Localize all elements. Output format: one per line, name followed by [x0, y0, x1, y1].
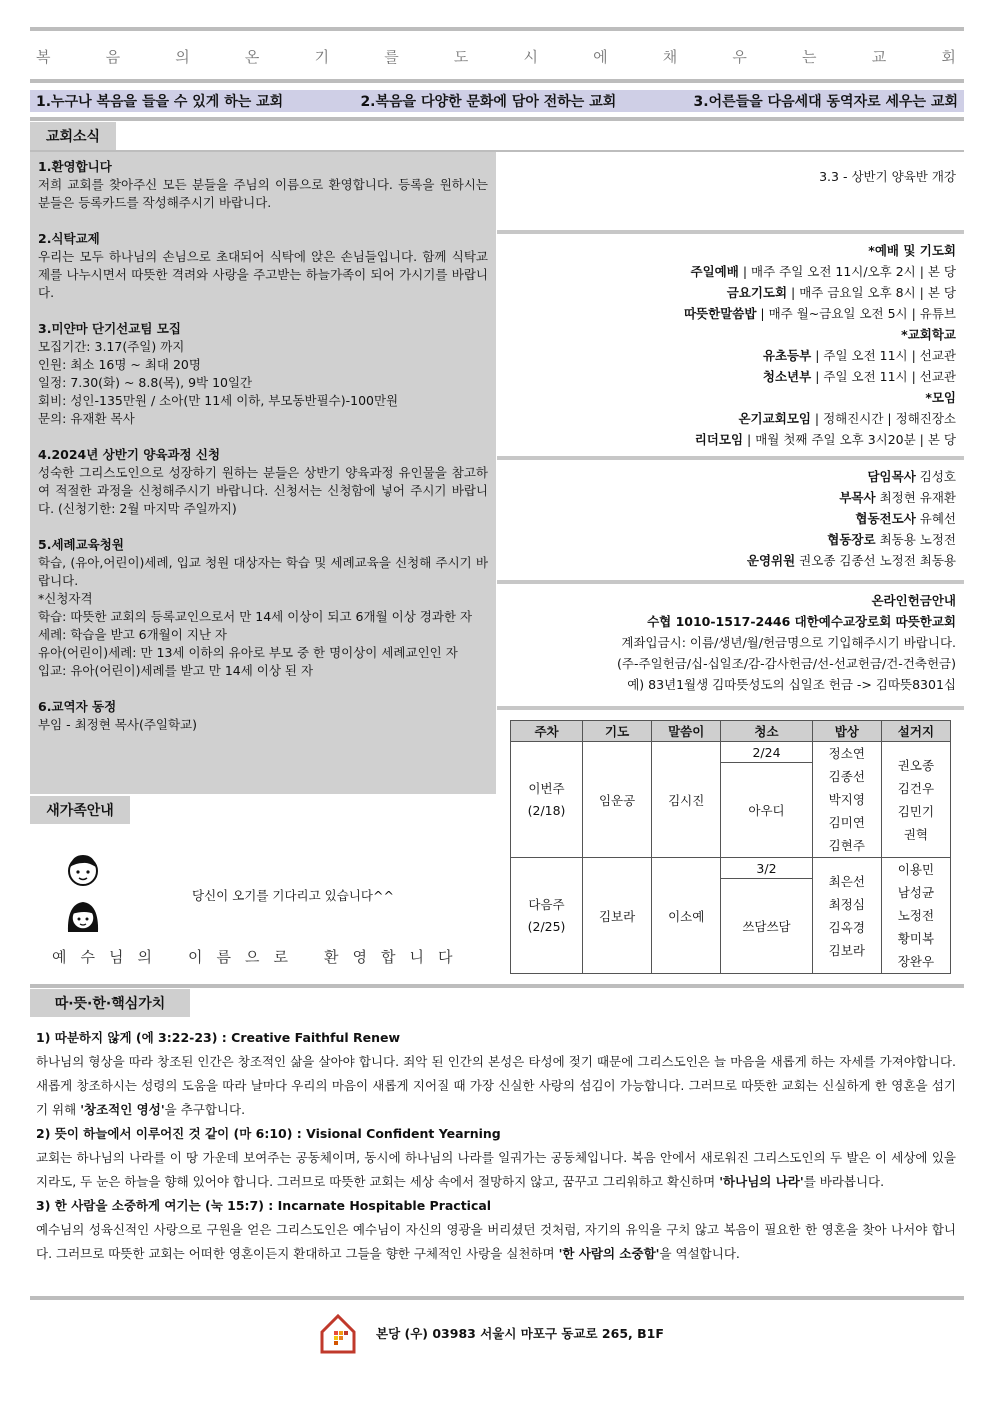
duty-dish — [881, 858, 950, 974]
motto-char: 음 — [105, 48, 121, 66]
boy-icon — [66, 852, 100, 888]
motto-char: 온 — [244, 48, 260, 66]
value-text: 교회는 하나님의 나라를 이 땅 가운데 보여주는 공동체이며, 동시에 하나님의 나라를 일궈가는 공동체입니다. 복음 안에서 새로워진 그리스도인의 두 발은 이 세상에 있을 지라도, 두 눈은 하늘을 향해 있어야 합니다. 그러므로 따뜻한 교회는 세상 속에서 절망하지 않고, 꿈꾸고 그리워하고 확신하며 — [36, 1150, 956, 1189]
news-item — [38, 698, 488, 734]
church-logo-icon — [318, 1312, 358, 1354]
staff-names: 최정현 유재환 — [875, 490, 956, 505]
staff-role: 부목사 — [839, 490, 876, 505]
vision-bar — [30, 90, 964, 112]
news-line: 인원: 최소 16명 ~ 최대 20명 — [38, 357, 201, 372]
week-date: (2/25) — [527, 918, 566, 934]
value-heading: 2) 뜻이 하늘에서 이루어진 것 같이 (마 6:10) : Visional Confident Yearning — [36, 1126, 501, 1141]
news-title: 6.교역자 동정 — [38, 699, 117, 714]
value-emphasis: '창조적인 영성' — [80, 1102, 165, 1117]
news-list — [38, 158, 488, 752]
staff-row — [497, 508, 956, 529]
meal-name: 김옥경 — [828, 919, 865, 935]
news-line: *신청자격 — [38, 591, 93, 606]
week-label: 이번주 — [528, 780, 565, 796]
vision-rule — [30, 117, 964, 121]
schedule-item — [497, 366, 956, 387]
schedule-name: 금요기도회 — [726, 285, 788, 300]
dish-name: 김민기 — [897, 803, 935, 819]
news-line: 세례: 학습을 받고 6개월이 지난 자 — [38, 627, 228, 642]
staff-row — [497, 529, 956, 550]
duty-word: 이소예 — [652, 858, 721, 974]
welcome-char: 름 — [216, 948, 231, 966]
duty-header: 설거지 — [881, 721, 950, 742]
schedule-detail: | 매주 금요일 오후 8시 | 본 당 — [787, 285, 956, 300]
welcome-char: 수 — [80, 948, 95, 966]
schedule-item — [497, 303, 956, 324]
news-line: 부임 - 최정현 목사(주일학교) — [38, 717, 198, 732]
value-emphasis: '한 사람의 소중함' — [558, 1246, 660, 1261]
meal-name: 김미연 — [828, 815, 865, 830]
motto-char: 를 — [384, 48, 399, 66]
value-tail: 을 역설합니다. — [659, 1246, 740, 1261]
schedule-item — [497, 261, 956, 282]
offering-line-3: 예) 83년1월생 김따뜻성도의 십일조 헌금 -> 김따뜻8301십 — [627, 677, 956, 692]
welcome-panel — [30, 830, 496, 970]
news-item — [38, 320, 488, 428]
motto-char: 복 — [36, 48, 51, 66]
schedule-detail: | 주일 오전 11시 | 선교관 — [811, 348, 956, 363]
offering-account: 수협 1010-1517-2446 대한예수교장로회 따뜻한교회 — [647, 614, 956, 629]
staff-names: 권오종 김종선 노정전 최동용 — [795, 553, 956, 568]
news-title: 3.미얀마 단기선교팀 모집 — [38, 321, 181, 336]
welcome-char: 영 — [352, 948, 367, 966]
duty-week — [511, 858, 583, 974]
news-item — [38, 536, 488, 680]
value-tail: 를 바라봅니다. — [803, 1174, 885, 1189]
meal-name: 김종선 — [828, 769, 865, 784]
schedule-name: 온기교회모임 — [738, 411, 811, 426]
welcome-char: 예 — [52, 948, 67, 966]
news-line: 성숙한 그리스도인으로 성장하기 원하는 분들은 상반기 양육과정 유인물을 참고하여 적절한 과정을 신청해주시기 바랍니다. 신청서는 신청함에 넣어 주시기 바랍니다. (신청기한: 2월 마지막 주일까지) — [38, 465, 488, 516]
offering-line-1: 계좌입금시: 이름/생년/월/헌금명으로 기입해주시기 바랍니다. — [621, 635, 956, 650]
meal-name: 최정심 — [828, 896, 865, 912]
staff-names: 김성호 — [915, 469, 956, 484]
staff-role: 협동전도사 — [855, 511, 916, 526]
schedule-header-text: *예배 및 기도회 — [868, 243, 956, 258]
welcome-char: 합 — [381, 948, 396, 966]
core-values — [36, 1026, 956, 1266]
schedule-header — [497, 387, 956, 408]
offering-title: 온라인헌금안내 — [871, 593, 956, 608]
schedule-detail: | 매주 월~금요일 오전 5시 | 유튜브 — [756, 306, 956, 321]
motto-char: 회 — [941, 48, 956, 66]
schedule-header-text: *모임 — [925, 390, 956, 405]
welcome-char: 로 — [273, 948, 288, 966]
duty-header: 기도 — [583, 721, 652, 742]
week-label: 다음주 — [528, 896, 565, 912]
online-offering — [497, 590, 964, 695]
schedule-name: 따뜻한말씀밥 — [683, 306, 757, 321]
duty-meal — [812, 858, 881, 974]
values-tag: 따·뜻·한·핵심가치 — [30, 989, 190, 1017]
meal-name: 최은선 — [828, 873, 865, 889]
staff-role: 운영위원 — [746, 553, 796, 568]
staff-role: 담임목사 — [867, 469, 916, 484]
duty-row — [511, 742, 951, 763]
duty-clean: 쓰담쓰담 — [721, 879, 813, 974]
welcome-char: 환 — [324, 948, 339, 966]
duty-dish — [881, 742, 950, 858]
values-rule — [30, 984, 964, 988]
news-line: 우리는 모두 하나님의 손님으로 초대되어 식탁에 앉은 손님들입니다. 함께 식탁교제를 나누시면서 따뜻한 격려와 사랑을 주고받는 하늘가족이 되어 가시기를 바랍니다. — [38, 249, 488, 300]
news-line: 회비: 성인-135만원 / 소아(만 11세 이하, 부모동반필수)-100만원 — [38, 393, 399, 408]
meal-name: 김현주 — [828, 838, 865, 853]
motto-char: 에 — [593, 48, 608, 66]
motto-char: 우 — [732, 48, 747, 66]
vision-2: 2.복음을 다양한 문화에 담아 전하는 교회 — [360, 94, 617, 110]
news-line: 문의: 유재환 목사 — [38, 411, 135, 426]
offering-line-2: (주-주일헌금/십-십일조/감-감사헌금/선-선교헌금/건-건축헌금) — [617, 656, 956, 671]
value-text: 예수님의 성육신적인 사랑으로 구원을 얻은 그리스도인은 예수님이 자신의 영광을 버리셨던 것처럼, 자기의 유익을 구치 않고 복음이 필요한 한 영혼을 찾아 나서야 합니다. 그러므로 따뜻한 교회는 어떠한 영혼이든지 환대하고 그들을 향한 구체적인 사랑을 실천하며 — [36, 1222, 956, 1261]
duty-header: 밥상 — [812, 721, 881, 742]
news-title: 4.2024년 상반기 양육과정 신청 — [38, 447, 221, 462]
footer — [318, 1312, 664, 1354]
staff-row — [497, 487, 956, 508]
schedule-name: 청소년부 — [762, 369, 812, 384]
news-line: 유아(어린이)세례: 만 13세 이하의 유아로 부모 중 한 명이상이 세례교인인 자 — [38, 645, 458, 660]
schedule-name: 리더모임 — [694, 432, 744, 447]
news-line: 학습, (유아,어린이)세례, 입교 청원 대상자는 학습 및 세례교육을 신청해 주시기 바랍니다. — [38, 555, 488, 588]
family-tag: 새가족안내 — [30, 796, 130, 824]
news-line: 학습: 따뜻한 교회의 등록교인으로서 만 14세 이상이 되고 6개월 이상 경과한 자 — [38, 609, 473, 624]
dish-name: 이용민 — [897, 862, 935, 877]
announcement-text: 3.3 - 상반기 양육반 개강 — [819, 169, 956, 184]
top-rule — [30, 27, 964, 31]
duty-clean-date: 2/24 — [721, 742, 813, 763]
meal-name: 김보라 — [828, 942, 865, 958]
schedule-header — [497, 240, 956, 261]
schedule-detail: | 정해진시간 | 정해진장소 — [810, 411, 956, 426]
motto-char: 교 — [871, 48, 887, 66]
duty-table — [510, 720, 951, 974]
news-item — [38, 446, 488, 518]
schedule-name: 주일예배 — [690, 264, 739, 279]
news-title: 1.환영합니다 — [38, 159, 112, 174]
schedule-item — [497, 408, 956, 429]
week-date: (2/18) — [527, 802, 566, 818]
value-body — [36, 1218, 956, 1266]
dish-name: 권혁 — [903, 826, 928, 842]
motto-char: 기 — [314, 48, 330, 66]
duty-meal — [812, 742, 881, 858]
duty-header: 말씀이 — [652, 721, 721, 742]
duty-clean: 아우디 — [721, 763, 813, 858]
news-line: 일정: 7.30(화) ~ 8.8(목), 9박 10일간 — [38, 375, 253, 390]
separator-2 — [497, 456, 964, 460]
separator-1 — [497, 230, 964, 234]
family-message: 당신이 오기를 기다리고 있습니다^^ — [192, 888, 394, 903]
duty-header: 청소 — [721, 721, 813, 742]
staff-row — [497, 466, 956, 487]
schedule-detail: | 매주 주일 오전 11시/오후 2시 | 본 당 — [738, 264, 956, 279]
value-heading: 3) 한 사람을 소중하게 여기는 (눅 15:7) : Incarnate Hospitable Practical — [36, 1198, 492, 1213]
worship-schedule — [497, 240, 964, 450]
footer-address: 본당 (우) 03983 서울시 마포구 동교로 265, B1F — [376, 1326, 664, 1341]
motto-char: 시 — [523, 48, 538, 66]
family-welcome — [52, 946, 467, 967]
schedule-name: 유초등부 — [762, 348, 812, 363]
duty-prayer: 임운공 — [583, 742, 652, 858]
welcome-char: 니 — [409, 948, 424, 966]
welcome-char: 의 — [137, 948, 152, 966]
schedule-item — [497, 282, 956, 303]
duty-header: 주차 — [511, 721, 583, 742]
dish-name: 노정전 — [897, 908, 935, 923]
schedule-detail: | 주일 오전 11시 | 선교관 — [811, 369, 956, 384]
staff-row — [497, 550, 956, 571]
meal-name: 박지영 — [828, 792, 865, 807]
church-motto — [36, 46, 956, 67]
separator-3 — [497, 580, 964, 584]
girl-icon — [65, 898, 101, 936]
welcome-char: 다 — [438, 948, 453, 966]
dish-name: 황미복 — [897, 931, 935, 946]
news-item — [38, 158, 488, 212]
value-body — [36, 1146, 956, 1194]
dish-name: 남성균 — [897, 885, 935, 900]
value-emphasis: '하나님의 나라' — [719, 1174, 804, 1189]
duty-row — [511, 858, 951, 879]
separator-4 — [497, 706, 964, 710]
motto-rule — [30, 79, 964, 83]
duty-clean-date: 3/2 — [721, 858, 813, 879]
staff-list — [497, 466, 964, 571]
staff-role: 협동장로 — [827, 532, 876, 547]
staff-names: 유혜선 — [915, 511, 956, 526]
duty-prayer: 김보라 — [583, 858, 652, 974]
bottom-rule — [30, 1296, 964, 1300]
announcement — [497, 166, 964, 187]
staff-names: 최동용 노정전 — [875, 532, 956, 547]
motto-char: 도 — [453, 48, 469, 66]
news-line: 저희 교회를 찾아주신 모든 분들을 주님의 이름으로 환영합니다. 등록을 원하시는 분들은 등록카드를 작성해주시기 바랍니다. — [38, 177, 488, 210]
duty-word: 김시진 — [652, 742, 721, 858]
schedule-item — [497, 345, 956, 366]
schedule-header-text: *교회학교 — [901, 327, 956, 342]
dish-name: 권오종 — [897, 757, 935, 773]
welcome-char: 으 — [245, 948, 260, 966]
dish-name: 장완우 — [897, 954, 935, 969]
news-line: 모집기간: 3.17(주일) 까지 — [38, 339, 185, 354]
value-text: 하나님의 형상을 따라 창조된 인간은 창조적인 삶을 살아야 합니다. 죄악 된 인간의 본성은 타성에 젖기 때문에 그리스도인은 늘 마음을 새롭게 하는 자세를 가져야합니다. 새롭게 창조하시는 성령의 도움을 따라 날마다 우리의 마음이 새롭게 지어질 때 가장 신실한 사랑의 섬김이 가능합니다. 그러므로 따뜻한 교회는 신실하게 한 영혼을 섬기기 위해 — [36, 1054, 956, 1117]
news-line: 입교: 유아(어린이)세례를 받고 만 14세 이상 된 자 — [38, 663, 314, 678]
meal-name: 정소연 — [828, 746, 865, 761]
schedule-item — [497, 429, 956, 450]
news-title: 2.식탁교제 — [38, 231, 100, 246]
news-title: 5.세례교육청원 — [38, 537, 124, 552]
news-item — [38, 230, 488, 302]
schedule-detail: | 매월 첫째 주일 오후 3시20분 | 본 당 — [743, 432, 956, 447]
value-body — [36, 1050, 956, 1122]
motto-char: 의 — [175, 48, 190, 66]
motto-char: 는 — [802, 48, 817, 66]
welcome-char: 이 — [188, 948, 203, 966]
dish-name: 김건우 — [897, 780, 935, 796]
schedule-header — [497, 324, 956, 345]
news-tag: 교회소식 — [30, 122, 116, 150]
motto-char: 채 — [662, 48, 678, 66]
value-heading: 1) 따분하지 않게 (에 3:22-23) : Creative Faithful Renew — [36, 1030, 401, 1045]
vision-1: 1.누구나 복음을 들을 수 있게 하는 교회 — [36, 94, 284, 110]
vision-3: 3.어른들을 다음세대 동역자로 세우는 교회 — [693, 94, 958, 110]
duty-week — [511, 742, 583, 858]
value-tail: 을 추구합니다. — [164, 1102, 246, 1117]
welcome-char: 님 — [109, 948, 124, 966]
